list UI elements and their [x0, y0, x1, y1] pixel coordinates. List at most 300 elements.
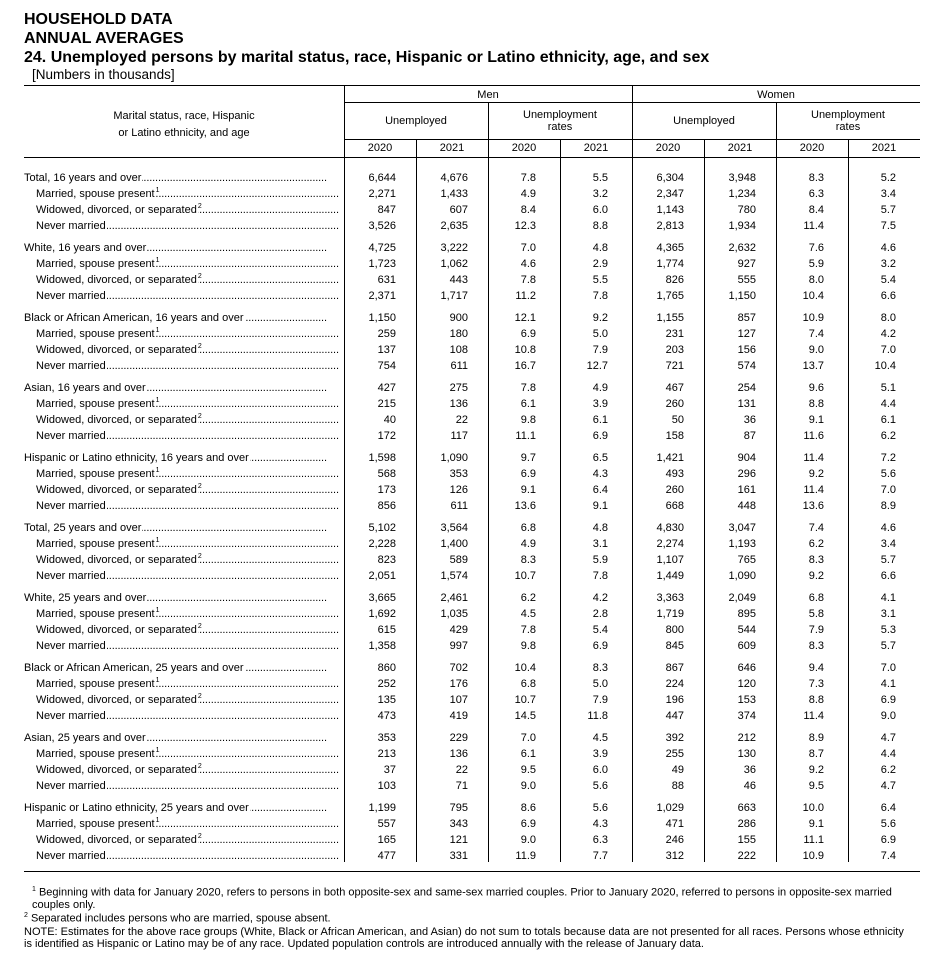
row-label-text: Widowed, divorced, or separated — [36, 694, 197, 706]
table-cell: 7.0 — [880, 662, 896, 674]
table-cell: 429 — [449, 624, 468, 636]
table-cell: 10.7 — [514, 570, 536, 582]
table-cell: 4.7 — [880, 780, 896, 792]
footnote-marker: 2 — [197, 273, 202, 281]
row-label — [36, 186, 344, 202]
footnote-marker: 1 — [155, 257, 160, 265]
table-cell: 2,051 — [368, 570, 396, 582]
table-cell: 5.7 — [880, 554, 896, 566]
table-cell: 7.0 — [520, 732, 536, 744]
year-header: 2021 — [871, 142, 897, 154]
table-cell: 1,774 — [656, 258, 684, 270]
row-label — [36, 762, 344, 778]
table-cell: 9.2 — [592, 312, 608, 324]
year-header: 2020 — [367, 142, 393, 154]
table-cell: 4,725 — [368, 242, 396, 254]
table-cell: 5.6 — [880, 468, 896, 480]
table-row — [0, 272, 942, 288]
table-cell: 448 — [737, 500, 756, 512]
table-cell: 13.6 — [802, 500, 824, 512]
table-cell: 2,271 — [368, 188, 396, 200]
row-label-text: Widowed, divorced, or separated — [36, 764, 197, 776]
men-rates-header-line1: Unemployment — [523, 109, 597, 121]
table-cell: 215 — [377, 398, 396, 410]
row-label — [24, 240, 344, 256]
row-label-text: Black or African American, 16 years and over — [24, 312, 244, 324]
table-cell: 5.7 — [880, 204, 896, 216]
table-cell: 10.0 — [802, 802, 824, 814]
table-cell: 6.8 — [520, 522, 536, 534]
table-body — [0, 170, 942, 870]
table-cell: 895 — [737, 608, 756, 620]
table-cell: 4.9 — [520, 538, 536, 550]
row-label-text: Married, spouse present — [36, 188, 155, 200]
row-label-text: Married, spouse present — [36, 468, 155, 480]
table-cell: 9.0 — [808, 344, 824, 356]
table-cell: 9.2 — [808, 764, 824, 776]
table-row — [0, 762, 942, 778]
table-cell: 702 — [449, 662, 468, 674]
table-cell: 374 — [737, 710, 756, 722]
table-row — [0, 498, 942, 514]
table-row — [0, 466, 942, 482]
footnote-marker: 1 — [155, 677, 160, 685]
table-cell: 557 — [377, 818, 396, 830]
table-row — [0, 676, 942, 692]
table-cell: 6,304 — [656, 172, 684, 184]
table-cell: 5.5 — [592, 274, 608, 286]
row-label — [36, 218, 344, 234]
row-group — [0, 240, 942, 304]
table-cell: 5.4 — [592, 624, 608, 636]
row-label-text: Never married — [36, 220, 106, 232]
table-cell: 9.5 — [808, 780, 824, 792]
table-cell: 8.4 — [520, 204, 536, 216]
table-cell: 5.8 — [808, 608, 824, 620]
table-cell: 4.9 — [520, 188, 536, 200]
table-cell: 1,692 — [368, 608, 396, 620]
table-cell: 3,047 — [728, 522, 756, 534]
footnote-marker: 2 — [197, 413, 202, 421]
stub-header-line2: or Latino ethnicity, and age — [118, 127, 250, 139]
table-cell: 4.3 — [592, 468, 608, 480]
footnote-1-marker: 1 — [32, 886, 36, 893]
table-row — [0, 730, 942, 746]
table-cell: 6.6 — [880, 290, 896, 302]
table-cell: 8.0 — [808, 274, 824, 286]
table-cell: 1,193 — [728, 538, 756, 550]
table-cell: 419 — [449, 710, 468, 722]
table-cell: 153 — [737, 694, 756, 706]
row-label-text: Hispanic or Latino ethnicity, 16 years and over — [24, 452, 249, 464]
table-cell: 3.9 — [592, 748, 608, 760]
row-label — [36, 692, 344, 708]
table-cell: 121 — [449, 834, 468, 846]
table-row — [0, 708, 942, 724]
table-cell: 6.9 — [880, 834, 896, 846]
table-cell: 8.8 — [808, 694, 824, 706]
table-cell: 8.7 — [808, 748, 824, 760]
row-label — [36, 396, 344, 412]
table-cell: 4,830 — [656, 522, 684, 534]
row-label — [36, 676, 344, 692]
row-label — [36, 326, 344, 342]
footnote-marker: 1 — [155, 187, 160, 195]
table-cell: 6.1 — [592, 414, 608, 426]
table-cell: 8.8 — [592, 220, 608, 232]
table-cell: 3.4 — [880, 538, 896, 550]
table-cell: 646 — [737, 662, 756, 674]
table-cell: 1,421 — [656, 452, 684, 464]
table-cell: 9.0 — [520, 780, 536, 792]
table-cell: 3,363 — [656, 592, 684, 604]
stub-header — [24, 108, 344, 142]
table-cell: 224 — [665, 678, 684, 690]
table-cell: 3.2 — [880, 258, 896, 270]
table-row — [0, 396, 942, 412]
table-cell: 1,717 — [440, 290, 468, 302]
table-cell: 574 — [737, 360, 756, 372]
footnote-1 — [24, 884, 914, 911]
table-cell: 343 — [449, 818, 468, 830]
table-cell: 9.2 — [808, 468, 824, 480]
footnote-1-text: Beginning with data for January 2020, refers to persons in both opposite-sex and same-sex married couples. Prior to January 2020, referred to persons in opposite-sex married couples only. — [32, 886, 892, 911]
table-cell: 4.8 — [592, 522, 608, 534]
table-cell: 615 — [377, 624, 396, 636]
table-cell: 117 — [450, 430, 468, 442]
table-cell: 7.4 — [808, 328, 824, 340]
footnote-marker: 2 — [197, 553, 202, 561]
table-cell: 5.6 — [880, 818, 896, 830]
row-group — [0, 450, 942, 514]
table-cell: 173 — [377, 484, 396, 496]
table-cell: 7.0 — [520, 242, 536, 254]
row-label — [36, 708, 344, 724]
table-cell: 14.5 — [514, 710, 536, 722]
table-note: NOTE: Estimates for the above race groups (White, Black or African American, and Asian) do not sum to totals because data are not presented for all races. Persons whose ethnicity is identified as Hispanic or Latino may be of any race. Updated population controls are introduced annually with the release of January data. — [24, 926, 904, 950]
table-cell: 927 — [737, 258, 756, 270]
table-cell: 4.1 — [880, 678, 896, 690]
year-header: 2021 — [727, 142, 753, 154]
table-cell: 6.1 — [520, 398, 536, 410]
footnote-2-marker: 2 — [24, 912, 28, 919]
table-cell: 2,635 — [440, 220, 468, 232]
row-label-text: Total, 25 years and over — [24, 522, 142, 534]
row-label-text: Widowed, divorced, or separated — [36, 554, 197, 566]
table-row — [0, 428, 942, 444]
table-cell: 1,029 — [656, 802, 684, 814]
table-cell: 5.2 — [880, 172, 896, 184]
row-label-text: Widowed, divorced, or separated — [36, 484, 197, 496]
row-label-text: Married, spouse present — [36, 678, 155, 690]
footnote-marker: 2 — [197, 763, 202, 771]
table-cell: 721 — [665, 360, 684, 372]
table-cell: 10.7 — [514, 694, 536, 706]
table-cell: 71 — [455, 780, 468, 792]
table-cell: 222 — [737, 850, 756, 862]
table-cell: 900 — [449, 312, 468, 324]
table-cell: 1,150 — [368, 312, 396, 324]
table-cell: 5.4 — [880, 274, 896, 286]
header-household-data: HOUSEHOLD DATA — [24, 11, 173, 28]
table-cell: 5.5 — [592, 172, 608, 184]
row-group — [0, 310, 942, 374]
table-row — [0, 536, 942, 552]
table-cell: 823 — [377, 554, 396, 566]
table-cell: 1,723 — [368, 258, 396, 270]
table-cell: 4.2 — [880, 328, 896, 340]
table-cell: 1,090 — [728, 570, 756, 582]
table-cell: 136 — [449, 398, 468, 410]
table-cell: 231 — [665, 328, 684, 340]
women-unemployed-header: Unemployed — [673, 115, 735, 127]
row-label-text: Never married — [36, 710, 106, 722]
table-subtitle: [Numbers in thousands] — [32, 67, 175, 82]
table-row — [0, 746, 942, 762]
table-cell: 7.8 — [520, 624, 536, 636]
table-cell: 3.4 — [880, 188, 896, 200]
table-cell: 11.9 — [515, 850, 536, 862]
row-label — [36, 466, 344, 482]
table-cell: 631 — [377, 274, 396, 286]
row-label-text: Widowed, divorced, or separated — [36, 834, 197, 846]
men-rates-header — [488, 109, 632, 133]
row-label — [36, 606, 344, 622]
men-header: Men — [477, 89, 499, 101]
table-cell: 3,948 — [728, 172, 756, 184]
table-row — [0, 310, 942, 326]
table-cell: 5.6 — [592, 802, 608, 814]
row-label — [36, 622, 344, 638]
row-label — [36, 342, 344, 358]
row-label — [24, 800, 344, 816]
table-cell: 13.6 — [514, 500, 536, 512]
table-cell: 9.6 — [808, 382, 824, 394]
year-header: 2021 — [583, 142, 609, 154]
table-cell: 155 — [737, 834, 756, 846]
table-cell: 12.7 — [586, 360, 608, 372]
table-row — [0, 568, 942, 584]
row-label-text: Hispanic or Latino ethnicity, 25 years and over — [24, 802, 249, 814]
table-cell: 4.6 — [520, 258, 536, 270]
table-cell: 493 — [665, 468, 684, 480]
table-cell: 6.4 — [592, 484, 608, 496]
table-cell: 6.9 — [592, 640, 608, 652]
table-cell: 3,526 — [368, 220, 396, 232]
row-label — [36, 832, 344, 848]
women-rates-header-line2: rates — [835, 121, 861, 133]
row-label-text: Widowed, divorced, or separated — [36, 624, 197, 636]
table-cell: 6.8 — [808, 592, 824, 604]
footnote-marker: 1 — [155, 607, 160, 615]
table-cell: 7.3 — [808, 678, 824, 690]
row-label — [36, 848, 344, 864]
table-row — [0, 288, 942, 304]
table-cell: 107 — [449, 694, 468, 706]
row-label — [36, 746, 344, 762]
table-cell: 135 — [377, 694, 396, 706]
table-cell: 607 — [449, 204, 468, 216]
table-cell: 6.3 — [592, 834, 608, 846]
footnote-marker: 1 — [155, 327, 160, 335]
table-cell: 7.8 — [520, 274, 536, 286]
row-label-text: Never married — [36, 780, 106, 792]
header-annual-averages: ANNUAL AVERAGES — [24, 30, 184, 47]
table-cell: 2.9 — [592, 258, 608, 270]
table-cell: 2,371 — [368, 290, 396, 302]
table-cell: 6.9 — [520, 818, 536, 830]
table-cell: 1,199 — [368, 802, 396, 814]
table-top-rule — [24, 85, 920, 86]
table-cell: 275 — [449, 382, 468, 394]
table-cell: 4.4 — [880, 398, 896, 410]
table-cell: 172 — [377, 430, 396, 442]
table-cell: 7.8 — [592, 570, 608, 582]
table-title: 24. Unemployed persons by marital status, race, Hispanic or Latino ethnicity, age, and sex — [24, 49, 710, 66]
row-label-text: Never married — [36, 430, 106, 442]
table-cell: 246 — [665, 834, 684, 846]
table-cell: 856 — [377, 500, 396, 512]
table-row — [0, 848, 942, 864]
table-cell: 88 — [671, 780, 684, 792]
row-label-text: Black or African American, 25 years and over — [24, 662, 244, 674]
footnote-marker: 1 — [155, 537, 160, 545]
table-cell: 3,222 — [440, 242, 468, 254]
stub-header-line1: Marital status, race, Hispanic — [113, 110, 255, 122]
table-cell: 6.9 — [520, 328, 536, 340]
footnote-marker: 2 — [197, 623, 202, 631]
table-cell: 9.7 — [520, 452, 536, 464]
table-cell: 296 — [737, 468, 756, 480]
table-cell: 1,107 — [656, 554, 684, 566]
table-cell: 845 — [665, 640, 684, 652]
table-cell: 7.0 — [880, 344, 896, 356]
table-cell: 108 — [449, 344, 468, 356]
table-cell: 6.0 — [592, 764, 608, 776]
row-label — [36, 778, 344, 794]
table-cell: 9.0 — [880, 710, 896, 722]
table-cell: 260 — [665, 398, 684, 410]
row-label-text: Married, spouse present — [36, 398, 155, 410]
table-row — [0, 326, 942, 342]
table-cell: 1,433 — [440, 188, 468, 200]
row-label-text: Married, spouse present — [36, 258, 155, 270]
footnote-marker: 1 — [155, 817, 160, 825]
table-row — [0, 520, 942, 536]
table-cell: 229 — [449, 732, 468, 744]
footnote-marker: 1 — [155, 397, 160, 405]
table-cell: 6.0 — [592, 204, 608, 216]
table-cell: 7.9 — [808, 624, 824, 636]
table-cell: 668 — [665, 500, 684, 512]
table-cell: 11.4 — [803, 220, 824, 232]
row-group — [0, 730, 942, 794]
men-unemployed-header: Unemployed — [385, 115, 447, 127]
row-label — [36, 358, 344, 374]
table-cell: 5.7 — [880, 640, 896, 652]
table-cell: 4.9 — [592, 382, 608, 394]
row-label — [24, 450, 344, 466]
table-cell: 7.4 — [880, 850, 896, 862]
table-cell: 1,934 — [728, 220, 756, 232]
table-cell: 7.9 — [592, 694, 608, 706]
table-cell: 6.1 — [880, 414, 896, 426]
table-cell: 40 — [383, 414, 396, 426]
row-label — [24, 310, 344, 326]
table-cell: 196 — [665, 694, 684, 706]
table-cell: 5.6 — [592, 780, 608, 792]
table-cell: 443 — [449, 274, 468, 286]
row-label-text: White, 25 years and over — [24, 592, 147, 604]
table-cell: 252 — [377, 678, 396, 690]
row-label-text: Never married — [36, 850, 106, 862]
table-cell: 312 — [665, 850, 684, 862]
table-cell: 2,813 — [656, 220, 684, 232]
table-cell: 8.4 — [808, 204, 824, 216]
table-cell: 477 — [377, 850, 396, 862]
row-label — [36, 202, 344, 218]
table-cell: 5.0 — [592, 678, 608, 690]
table-cell: 6.9 — [880, 694, 896, 706]
row-label — [36, 816, 344, 832]
table-cell: 780 — [737, 204, 756, 216]
row-label — [24, 170, 344, 186]
table-cell: 5,102 — [368, 522, 396, 534]
table-cell: 609 — [737, 640, 756, 652]
table-cell: 7.4 — [808, 522, 824, 534]
table-cell: 471 — [665, 818, 684, 830]
table-cell: 126 — [449, 484, 468, 496]
table-cell: 544 — [737, 624, 756, 636]
table-cell: 4.4 — [880, 748, 896, 760]
table-row — [0, 412, 942, 428]
table-cell: 904 — [737, 452, 756, 464]
table-cell: 611 — [450, 500, 468, 512]
table-cell: 8.8 — [808, 398, 824, 410]
women-header: Women — [757, 89, 795, 101]
row-group — [0, 660, 942, 724]
women-rates-header — [776, 109, 920, 133]
table-cell: 156 — [737, 344, 756, 356]
table-cell: 10.8 — [514, 344, 536, 356]
table-row — [0, 380, 942, 396]
table-cell: 11.1 — [515, 430, 536, 442]
row-label-text: Married, spouse present — [36, 748, 155, 760]
table-cell: 11.4 — [803, 452, 824, 464]
table-cell: 9.8 — [520, 414, 536, 426]
table-cell: 2,274 — [656, 538, 684, 550]
table-cell: 392 — [665, 732, 684, 744]
table-cell: 255 — [665, 748, 684, 760]
header-bottom-rule — [24, 157, 920, 158]
table-bottom-rule — [24, 871, 920, 872]
table-cell: 8.3 — [520, 554, 536, 566]
table-cell: 4.8 — [592, 242, 608, 254]
footnote-marker: 2 — [197, 483, 202, 491]
table-cell: 7.7 — [592, 850, 608, 862]
table-cell: 4.2 — [592, 592, 608, 604]
table-cell: 286 — [737, 818, 756, 830]
table-cell: 9.1 — [592, 500, 608, 512]
table-cell: 8.3 — [808, 172, 824, 184]
row-label-text: White, 16 years and over — [24, 242, 147, 254]
row-label-text: Never married — [36, 570, 106, 582]
table-cell: 2.8 — [592, 608, 608, 620]
table-cell: 6.2 — [880, 764, 896, 776]
men-rates-header-line2: rates — [547, 121, 573, 133]
table-cell: 6.6 — [880, 570, 896, 582]
table-cell: 137 — [377, 344, 396, 356]
